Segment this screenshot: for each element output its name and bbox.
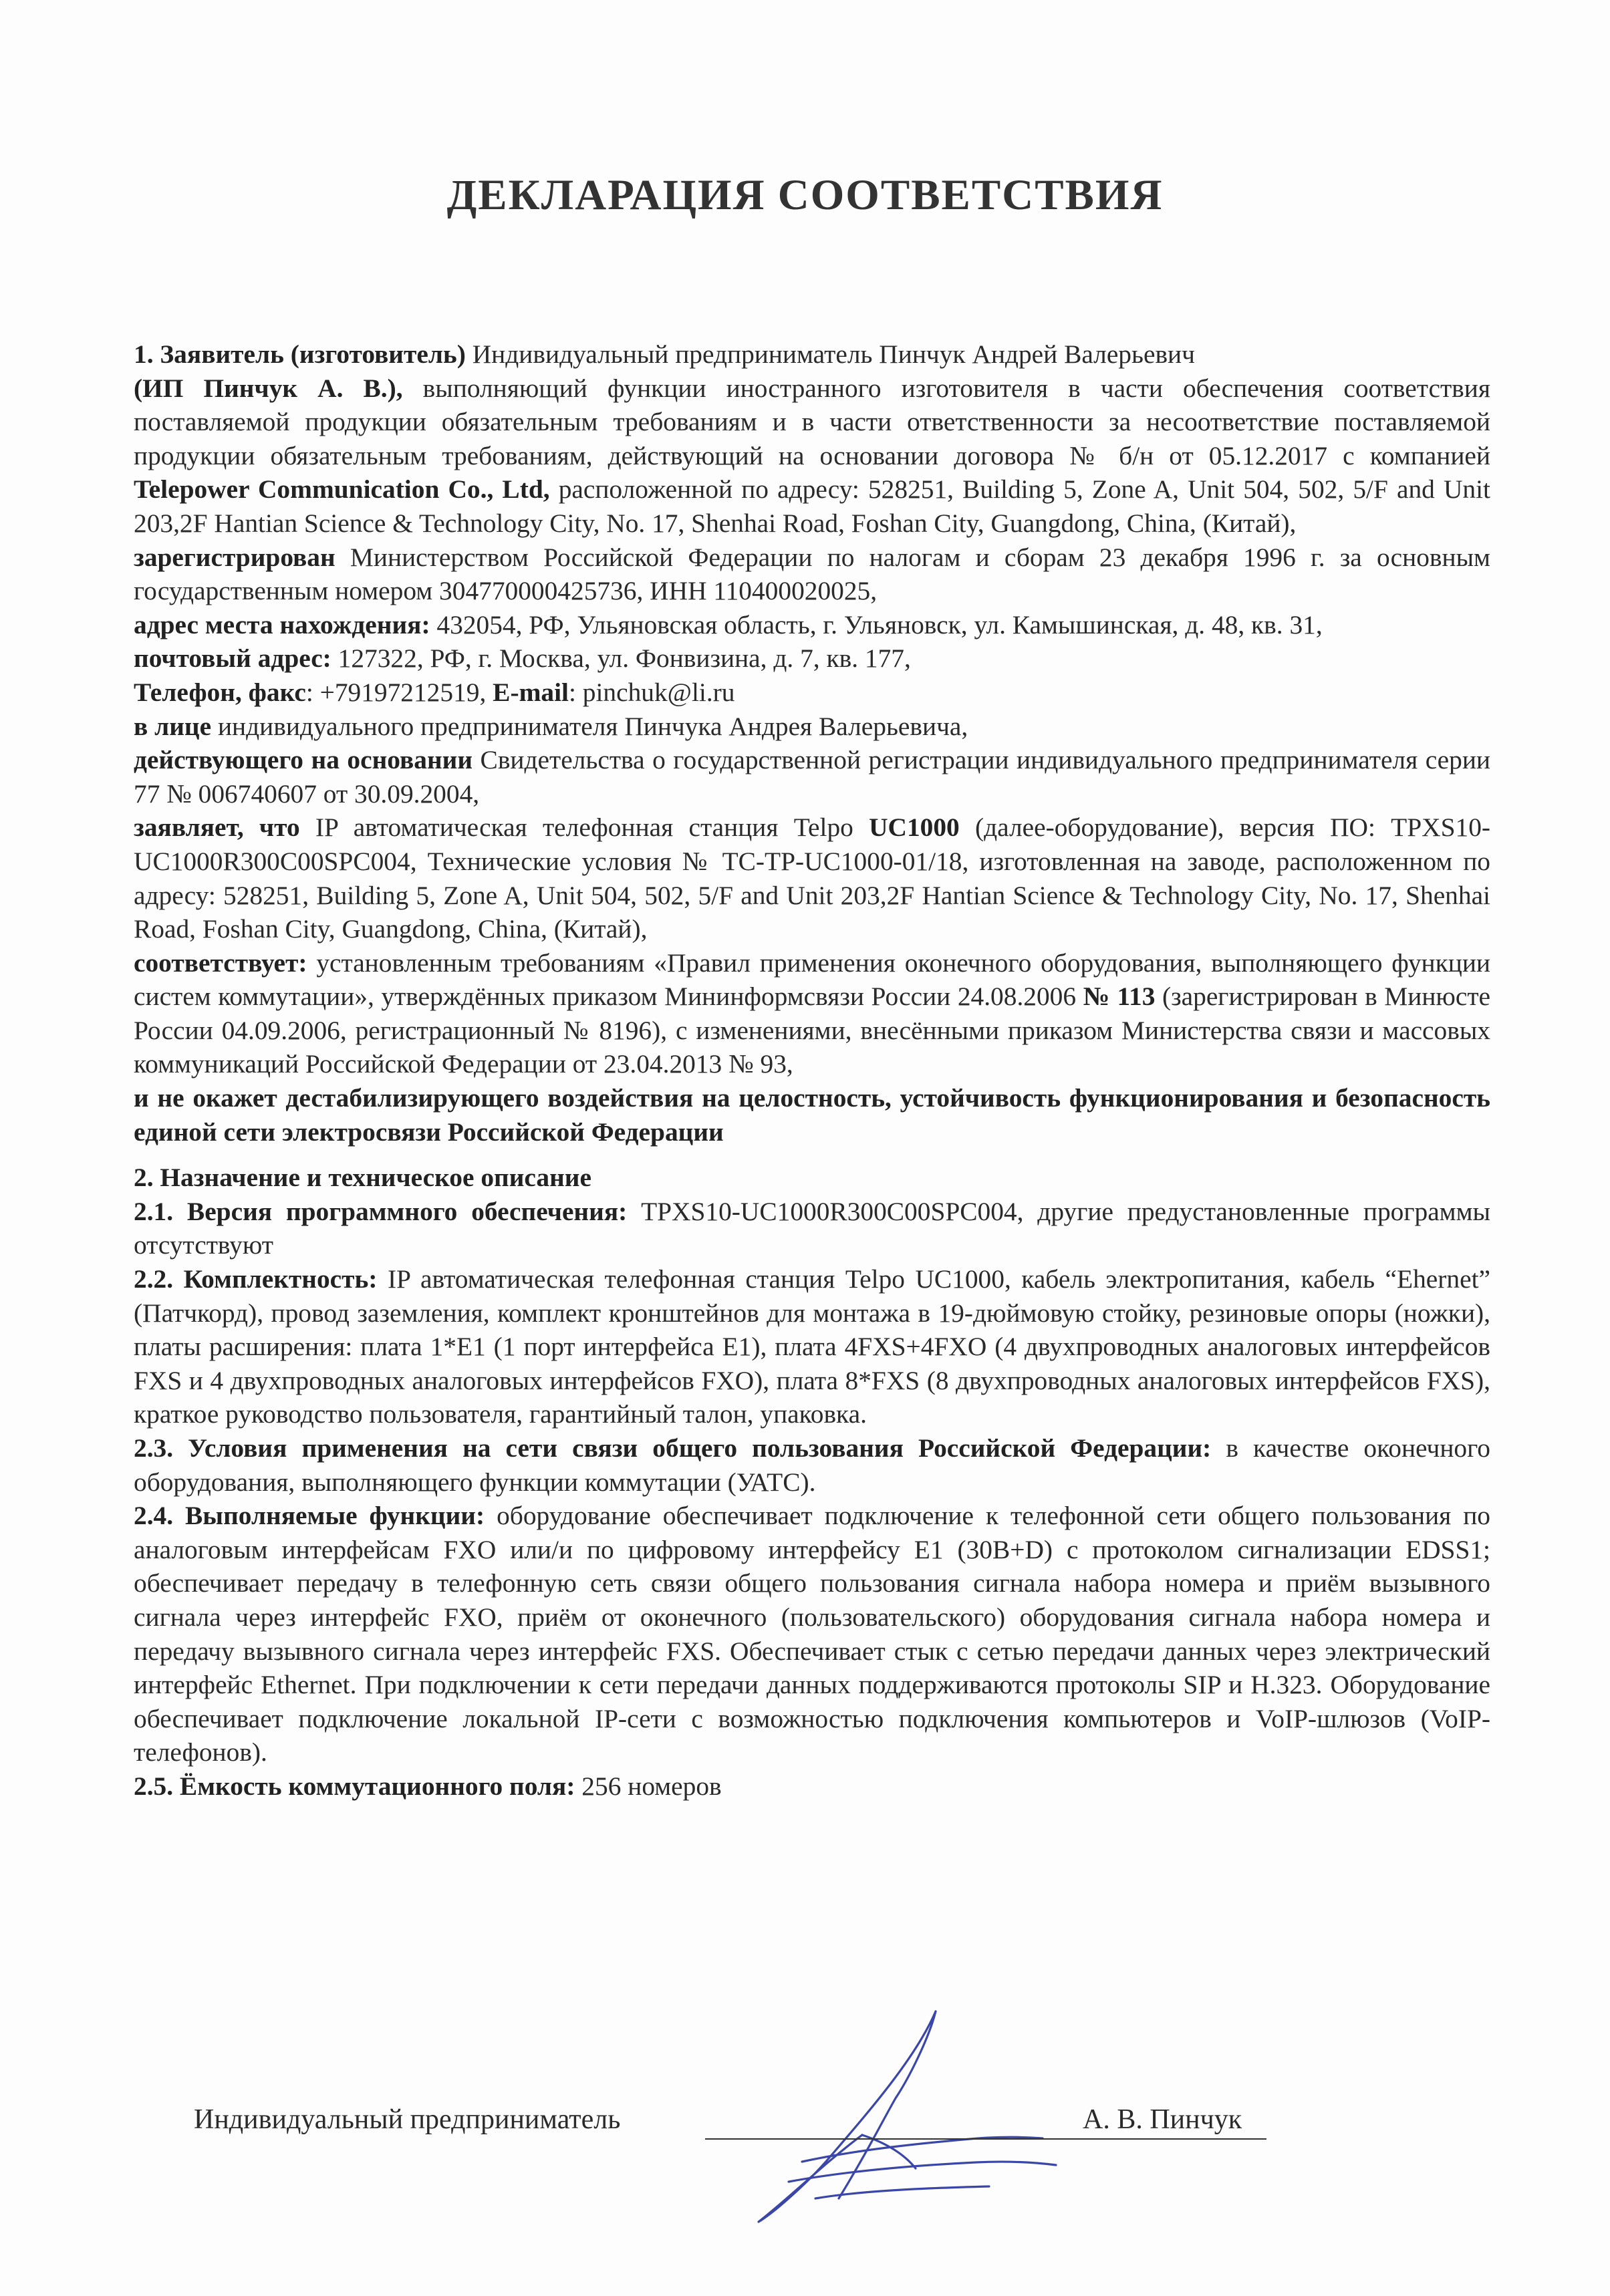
person-paragraph [134, 710, 1490, 744]
section-2-5 [134, 1769, 1490, 1804]
signature-line [705, 2138, 1266, 2140]
complies-label: соответствует: [134, 948, 307, 978]
stability-paragraph [134, 1081, 1490, 1149]
section-2-4-label: 2.4. Выполняемые функции: [134, 1501, 485, 1531]
section-2-2-label: 2.2. Комплектность: [134, 1264, 378, 1294]
section-2-4 [134, 1499, 1490, 1769]
registered-text: Министерством Российской Федерации по налогам и сборам 23 декабря 1996 г. за основным государственным номером 304770000425736, ИНН 110400020025, [134, 542, 1490, 606]
section-2-1-text: TPXS10-UC1000R300C00SPC004, другие предустановленные программы отсутствуют [134, 1196, 1490, 1260]
section-2-4-text: оборудование обеспечивает подключение к телефонной сети общего пользования по аналоговым интерфейсам FXO или/и по цифровому интерфейсу E1 (30B+D) с протоколом сигнализации EDSS1; обеспечивает передачу в телефонную сеть связи общего пользования сигнала набора номера и приём вызывного сигнала через интерфейс FXO, приём от оконечного (пользовательского) оборудования сигнала набора номера и передачу вызывного сигнала через интерфейс FXS. Обеспечивает стык с сетью передачи данных через электрический интерфейс Ethernet. При подключении к сети передачи данных поддерживаются протоколы SIP и H.323. Оборудование обеспечивает подключение локальной IP-сети с возможностью подключения компьютеров и VoIP-шлюзов (VoIP-телефонов). [134, 1501, 1490, 1767]
complies-text-rest: (зарегистрирован в Минюсте России 04.09.2006, регистрационный № 8196), с изменениями, внесёнными приказом Министерства связи и массовых коммуникаций Российской Федерации от 23.04.2013 № 93, [134, 982, 1491, 1079]
signature-row [194, 2104, 1464, 2144]
postal-label: почтовый адрес: [134, 643, 331, 674]
declares-text-rest: (далее-оборудование), версия ПО: TPXS10-UC1000R300C00SPC004, Технические условия № ТС-TP-UC1000-01/18, изготовленная на заводе, расположенном по адресу: 528251, Building 5, Zone A, Unit 504, 502, 5/F and Unit 203,2F Hantian Science & Technology City, No. 17, Shenhai Road, Foshan City, Guangdong, China, (Китай), [134, 813, 1491, 944]
declares-label: заявляет, что [134, 813, 300, 843]
applicant-role-text: выполняющий функции иностранного изготовителя в части обеспечения соответствия поставляемой продукции обязательным требованиям и в части ответственности за несоответствие поставляемой продукции обязательным требованиям, действующий на основании договора № б/н от 05.12.2017 с компанией [134, 373, 1490, 470]
stability-statement: и не окажет дестабилизирующего воздействия на целостность, устойчивость функционирования и безопасность единой сети электросвязи Российской Федерации [134, 1083, 1490, 1147]
complies-paragraph [134, 946, 1490, 1081]
registered-label: зарегистрирован [134, 542, 336, 572]
basis-label: действующего на основании [134, 745, 473, 775]
section-2-3 [134, 1431, 1490, 1499]
phone-label: Телефон, факс [134, 677, 306, 707]
postal-text: 127322, РФ, г. Москва, ул. Фонвизина, д. 7, кв. 177, [331, 643, 911, 674]
section2-heading: 2. Назначение и техническое описание [134, 1163, 591, 1193]
applicant-short-label: (ИП Пинчук А. В.), [134, 373, 403, 403]
location-text: 432054, РФ, Ульяновская область, г. Ульяновск, ул. Камышинская, д. 48, кв. 31, [430, 609, 1323, 639]
signer-role: Индивидуальный предприниматель [194, 2104, 621, 2135]
phone-text: : +79197212519, [305, 677, 493, 707]
document-title: ДЕКЛАРАЦИЯ СООТВЕТСТВИЯ [446, 171, 1164, 219]
company-address: расположенной по адресу: 528251, Building 5, Zone A, Unit 504, 502, 5/F and Unit 203,2F Hantian Science & Technology City, No. 17, Shenhai Road, Foshan City, Guangdong, China, (Китай), [134, 474, 1491, 538]
signer-name: А. В. Пинчук [1083, 2104, 1242, 2135]
section-2-3-label: 2.3. Условия применения на сети связи общего пользования Российской Федерации: [134, 1433, 1212, 1463]
section-2-2-text: IP автоматическая телефонная станция Telpo UC1000, кабель электропитания, кабель “Ehernet” (Патчкорд), провод заземления, комплект кронштейнов для монтажа в 19-дюймовую стойку, резиновые опоры (ножки), платы расширения: плата 1*E1 (1 порт интерфейса E1), плата 4FXS+4FXO (4 двухпроводных аналоговых интерфейсов FXS и 4 двухпроводных аналоговых интерфейсов FXO), плата 8*FXS (8 двухпроводных аналоговых интерфейсов FXS), краткое руководство пользователя, гарантийный талон, упаковка. [134, 1264, 1490, 1429]
applicant-label: 1. Заявитель (изготовитель) [134, 339, 466, 369]
section-2-3-text: в качестве оконечного оборудования, выполняющего функции коммутации (УАТС). [134, 1433, 1490, 1497]
person-text: индивидуального предпринимателя Пинчука Андрея Валерьевича, [211, 711, 968, 741]
basis-paragraph [134, 743, 1490, 811]
section-2-5-label: 2.5. Ёмкость коммутационного поля: [134, 1771, 575, 1801]
person-label: в лице [134, 711, 212, 741]
email-text: : pinchuk@li.ru [568, 677, 735, 707]
section-2-1 [134, 1195, 1490, 1262]
email-label: E-mail [493, 677, 569, 707]
section-2-1-label: 2.1. Версия программного обеспечения: [134, 1196, 628, 1226]
company-name: Telepower Communication Co., Ltd, [134, 474, 550, 505]
applicant-text: Индивидуальный предприниматель Пинчук Андрей Валерьевич [465, 339, 1195, 369]
section-2-2 [134, 1262, 1490, 1431]
declares-text: IP автоматическая телефонная станция Telpo [299, 813, 869, 843]
applicant-paragraph [134, 337, 1490, 541]
location-label: адрес места нахождения: [134, 609, 430, 639]
document-body [134, 337, 1490, 1804]
postal-paragraph [134, 641, 1490, 676]
product-model: UC1000 [869, 813, 960, 843]
order-number: № 113 [1083, 982, 1156, 1012]
declares-paragraph [134, 811, 1490, 946]
registered-paragraph [134, 541, 1490, 608]
location-paragraph [134, 608, 1490, 642]
section-2-5-text: 256 номеров [575, 1771, 722, 1801]
complies-text: установленным требованиям «Правил применения оконечного оборудования, выполняющего функции систем коммутации», утверждённых приказом Мининформсвязи России 24.08.2006 [134, 948, 1490, 1012]
section2-heading-paragraph [134, 1161, 1490, 1195]
basis-text: Свидетельства о государственной регистрации индивидуального предпринимателя серии 77 № 006740607 от 30.09.2004, [134, 745, 1491, 809]
contact-paragraph [134, 676, 1490, 710]
